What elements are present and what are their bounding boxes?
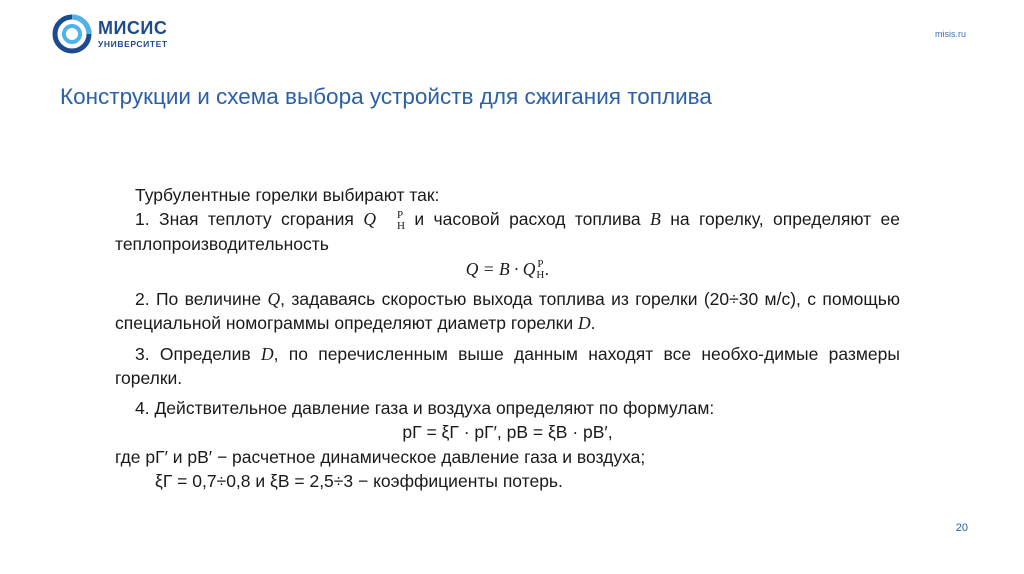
page-number: 20 [955, 522, 968, 534]
step-2: 2. По величине Q, задаваясь скоростью выхода топлива из горелки (20÷30 м/с), с помощью специальной номограммы определяют диаметр горелки D. [115, 288, 900, 334]
slide-body [115, 183, 900, 493]
step-1: 1. Зная теплоту сгорания Q Р Н и часовой расход топлива B на горелку, определяют ее теплопроизводительность [115, 209, 900, 255]
coefficients-text: ξГ = 0,7÷0,8 и ξВ = 2,5÷3 − коэффициенты потерь. [155, 471, 563, 492]
logo-title: МИСИС [98, 18, 168, 39]
page-title: Конструкции и схема выбора устройств для сжигания топлива [60, 84, 712, 109]
intro-text: Турбулентные горелки выбирают так: [135, 185, 440, 205]
step-4: 4. Действительное давление газа и воздуха определяют по формулам: [135, 398, 715, 419]
step-3: 3. Определив D, по перечисленным выше данным находят все необхо-димые размеры горелки. [115, 343, 900, 388]
where-text: где pГ′ и pВ′ − расчетное динамическое давление газа и воздуха; [115, 446, 646, 467]
equation-1: Q = B · Q Р Н . [465, 257, 550, 281]
misis-logo [52, 14, 168, 54]
misis-logo-icon [52, 14, 92, 54]
equation-2: pГ = ξГ · pГ′, pВ = ξВ · pВ′, [402, 422, 613, 443]
q-symbol: Q Р Н [363, 209, 405, 233]
logo-subtitle: УНИВЕРСИТЕТ [98, 39, 168, 50]
site-link[interactable]: misis.ru [935, 29, 966, 39]
